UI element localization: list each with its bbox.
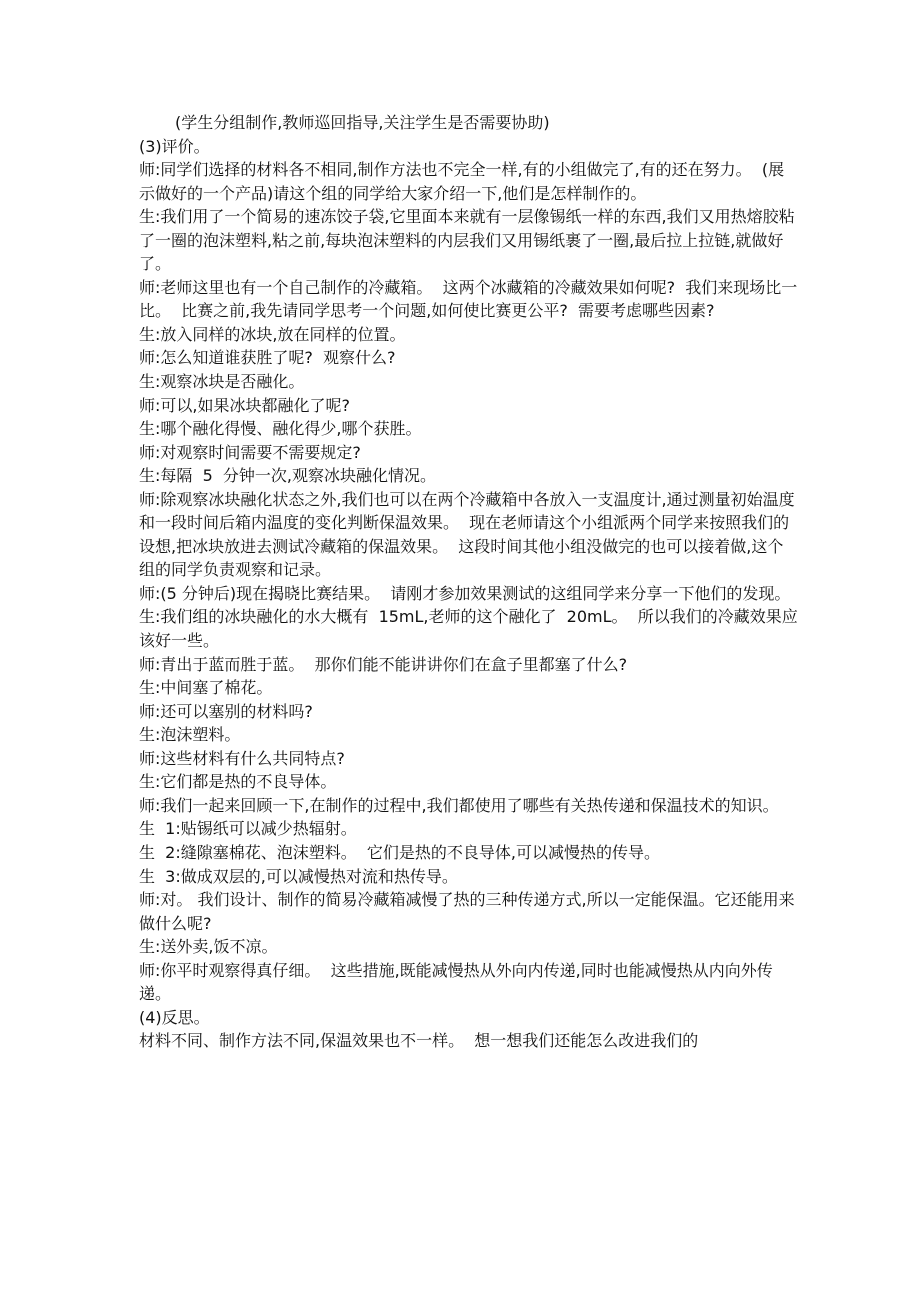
paragraph-teacher: 师:怎么知道谁获胜了呢? 观察什么? — [139, 348, 396, 368]
paragraph-teacher: 师:对。 我们设计、制作的简易冷藏箱减慢了热的三种传递方式,所以一定能保温。它还能用来做什么呢? — [139, 890, 795, 933]
lesson-transcript — [139, 111, 799, 1053]
paragraph-teacher: 师:我们一起来回顾一下,在制作的过程中,我们都使用了哪些有关热传递和保温技术的知识。 — [139, 795, 779, 815]
paragraph-teacher: 师:你平时观察得真仔细。 这些措施,既能减慢热从外向内传递,同时也能减慢热从内向外传递。 — [139, 960, 773, 1004]
paragraph-student: 生:观察冰块是否融化。 — [139, 372, 305, 392]
paragraph-student-1: 生 1:贴锡纸可以减少热辐射。 — [139, 819, 357, 839]
paragraph-student: 生:泡沫塑料。 — [139, 725, 241, 745]
paragraph-student: 生:中间塞了棉花。 — [139, 678, 273, 698]
paragraph-student: 生:每隔 5 分钟一次,观察冰块融化情况。 — [139, 466, 437, 486]
paragraph-teacher: 师:同学们选择的材料各不相同,制作方法也不完全一样,有的小组做完了,有的还在努力。 (展示做好的一个产品)请这个组的同学给大家介绍一下,他们是怎样制作的。 — [139, 160, 785, 203]
paragraph-teacher: 师:除观察冰块融化状态之外,我们也可以在两个冷藏箱中各放入一支温度计,通过测量初始温度和一段时间后箱内温度的变化判断保温效果。 现在老师请这个小组派两个同学来按照我们的设想,把冰块放进去测试冷藏箱的保温效果。 这段时间其他小组没做完的也可以接着做,这个组的同学负责观察和记录。 — [139, 489, 795, 580]
paragraph-teacher: 师:还可以塞别的材料吗? — [139, 701, 313, 721]
paragraph-student-2: 生 2:缝隙塞棉花、泡沫塑料。 它们是热的不良导体,可以减慢热的传导。 — [139, 842, 661, 862]
paragraph-reflection-body: 材料不同、制作方法不同,保温效果也不一样。 想一想我们还能怎么改进我们的 — [139, 1031, 699, 1051]
paragraph-group-work-note: (学生分组制作,教师巡回指导,关注学生是否需要协助) — [175, 113, 550, 132]
paragraph-teacher: 师:对观察时间需要不需要规定? — [139, 442, 361, 462]
paragraph-teacher: 师:(5 分钟后)现在揭晓比赛结果。 请刚才参加效果测试的这组同学来分享一下他们的发现。 — [139, 583, 791, 603]
paragraph-teacher: 师:青出于蓝而胜于蓝。 那你们能不能讲讲你们在盒子里都塞了什么? — [139, 654, 628, 674]
paragraph-teacher: 师:老师这里也有一个自己制作的冷藏箱。 这两个冰藏箱的冷藏效果如何呢? 我们来现场比一比。 比赛之前,我先请同学思考一个问题,如何使比赛更公平? 需要考虑哪些因素? — [139, 277, 798, 321]
paragraph-section-reflection: (4)反思。 — [139, 1007, 210, 1027]
paragraph-teacher: 师:这些材料有什么共同特点? — [139, 748, 345, 768]
paragraph-student: 生:送外卖,饭不凉。 — [139, 937, 278, 957]
paragraph-student-3: 生 3:做成双层的,可以减慢热对流和热传导。 — [139, 866, 458, 886]
paragraph-student: 生:放入同样的冰块,放在同样的位置。 — [139, 324, 406, 344]
paragraph-student: 生:我们组的冰块融化的水大概有 15mL,老师的这个融化了 20mL。 所以我们的冷藏效果应该好一些。 — [139, 607, 798, 651]
paragraph-student: 生:我们用了一个简易的速冻饺子袋,它里面本来就有一层像锡纸一样的东西,我们又用热熔胶粘了一圈的泡沫塑料,粘之前,每块泡沫塑料的内层我们又用锡纸裹了一圈,最后拉上拉链,就做好了。 — [139, 207, 795, 274]
paragraph-student: 生:它们都是热的不良导体。 — [139, 772, 337, 792]
paragraph-section-evaluation: (3)评价。 — [139, 136, 210, 156]
paragraph-teacher: 师:可以,如果冰块都融化了呢? — [139, 395, 350, 415]
paragraph-student: 生:哪个融化得慢、融化得少,哪个获胜。 — [139, 419, 422, 439]
